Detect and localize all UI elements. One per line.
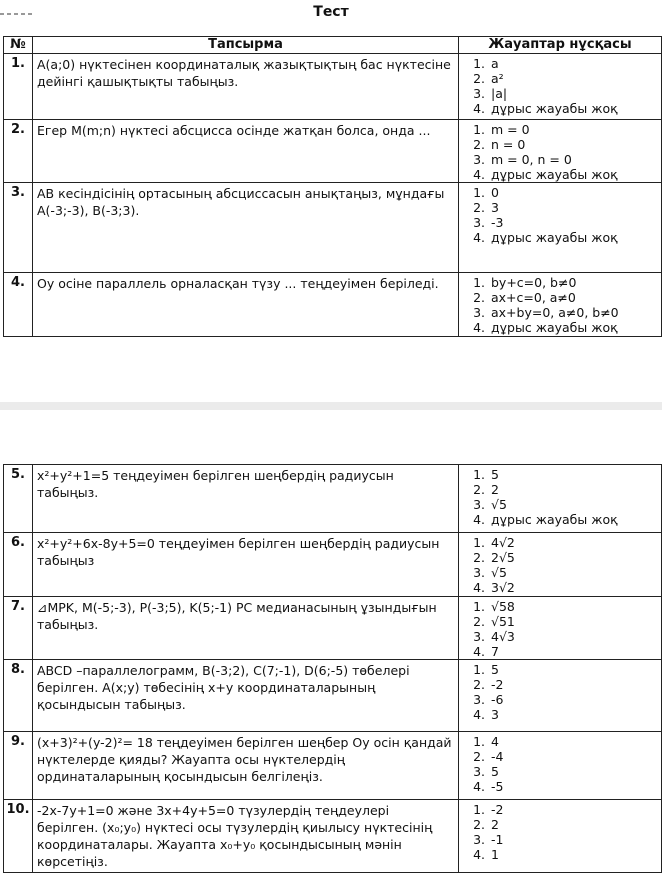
answer-option: 1. 5	[489, 467, 661, 482]
answer-options	[459, 273, 662, 337]
answer-option: 3. -3	[489, 215, 661, 230]
table-row	[4, 273, 662, 337]
answer-option: 4. дұрыс жауабы жоқ	[489, 230, 661, 245]
table-row	[4, 120, 662, 183]
answer-option: 4. дұрыс жауабы жоқ	[489, 320, 661, 335]
question-text: x²+y²+1=5 теңдеуімен берілген шеңбердің радиусын табыңыз.	[33, 465, 459, 533]
answer-option: 1. 0	[489, 185, 661, 200]
header-task: Тапсырма	[33, 37, 459, 54]
answer-list	[459, 467, 661, 527]
header-answers: Жауаптар нұсқасы	[459, 37, 662, 54]
answer-list	[459, 185, 661, 245]
answer-list	[459, 599, 661, 659]
page-title: Тест	[313, 4, 349, 20]
question-text: ⊿MPK, M(-5;-3), P(-3;5), K(5;-1) PC медианасының ұзындығын табыңыз.	[33, 597, 459, 660]
answer-option: 4. 3	[489, 707, 661, 722]
answer-option: 3. -1	[489, 832, 661, 847]
answer-option: 1. √58	[489, 599, 661, 614]
answer-option: 3. √5	[489, 565, 661, 580]
answer-option: 2. -4	[489, 749, 661, 764]
question-number: 4.	[4, 273, 33, 337]
answer-option: 1. by+c=0, b≠0	[489, 275, 661, 290]
answer-options	[459, 597, 662, 660]
question-text: A(a;0) нүктесінен координаталық жазықтықтың бас нүктесіне дейінгі қашықтықты табыңыз.	[33, 54, 459, 120]
answer-option: 4. дұрыс жауабы жоқ	[489, 101, 661, 116]
answer-options	[459, 120, 662, 183]
answer-option: 3. m = 0, n = 0	[489, 152, 661, 167]
answer-option: 2. -2	[489, 677, 661, 692]
table-row	[4, 597, 662, 660]
question-number: 10.	[4, 800, 33, 873]
question-number: 8.	[4, 660, 33, 732]
answer-option: 2. ax+c=0, a≠0	[489, 290, 661, 305]
answer-option: 4. 3√2	[489, 580, 661, 595]
question-number: 1.	[4, 54, 33, 120]
answer-option: 4. дұрыс жауабы жоқ	[489, 167, 661, 182]
question-number: 9.	[4, 732, 33, 800]
answer-option: 3. 4√3	[489, 629, 661, 644]
answer-option: 1. 4√2	[489, 535, 661, 550]
answer-option: 2. √51	[489, 614, 661, 629]
question-number: 2.	[4, 120, 33, 183]
answer-options	[459, 800, 662, 873]
question-text: -2x-7y+1=0 және 3x+4y+5=0 түзулердің теңдеулері берілген. (x₀;y₀) нүктесі осы түзулердің қиылысу нүктесінің координаталары. Жауапта x₀+y₀ қосындысының мәнін көрсетіңіз.	[33, 800, 459, 873]
answer-options	[459, 533, 662, 597]
answer-option: 2. 2√5	[489, 550, 661, 565]
test-table-top	[3, 36, 662, 337]
question-text: (x+3)²+(y-2)²= 18 теңдеуімен берілген шеңбер Oy осін қандай нүктелерде қияды? Жауапта осы нүктелердің ординаталарының қосындысын белгілеңіз.	[33, 732, 459, 800]
answer-options	[459, 732, 662, 800]
answer-option: 2. 2	[489, 817, 661, 832]
answer-option: 4. дұрыс жауабы жоқ	[489, 512, 661, 527]
question-text: ABCD –параллелограмм, B(-3;2), C(7;-1), D(6;-5) төбелері берілген. A(x;y) төбесінің x+y координаталарының қосындысын табыңыз.	[33, 660, 459, 732]
answer-option: 3. 5	[489, 764, 661, 779]
answer-option: 1. 5	[489, 662, 661, 677]
answer-option: 1. -2	[489, 802, 661, 817]
table-row	[4, 54, 662, 120]
answer-option: 3. |a|	[489, 86, 661, 101]
question-text: AB кесіндісінің ортасының абсциссасын анықтаңыз, мұндағы A(-3;-3), B(-3;3).	[33, 183, 459, 273]
table-row	[4, 183, 662, 273]
answer-option: 3. √5	[489, 497, 661, 512]
answer-option: 2. a²	[489, 71, 661, 86]
answer-option: 2. 2	[489, 482, 661, 497]
answer-options	[459, 465, 662, 533]
question-number: 7.	[4, 597, 33, 660]
answer-list	[459, 275, 661, 335]
answer-list	[459, 56, 661, 116]
question-number: 3.	[4, 183, 33, 273]
table-row	[4, 533, 662, 597]
table-row	[4, 732, 662, 800]
question-number: 6.	[4, 533, 33, 597]
answer-option: 1. 4	[489, 734, 661, 749]
answer-list	[459, 802, 661, 862]
answer-list	[459, 535, 661, 595]
header-num: №	[4, 37, 33, 54]
answer-option: 1. m = 0	[489, 122, 661, 137]
question-text: x²+y²+6x-8y+5=0 теңдеуімен берілген шеңбердің радиусын табыңыз	[33, 533, 459, 597]
table-row	[4, 660, 662, 732]
page-separator	[0, 402, 662, 410]
table-row	[4, 800, 662, 873]
answer-list	[459, 662, 661, 722]
answer-option: 4. -5	[489, 779, 661, 794]
answer-option: 3. -6	[489, 692, 661, 707]
answer-option: 1. a	[489, 56, 661, 71]
answer-option: 4. 1	[489, 847, 661, 862]
table-header-row	[4, 37, 662, 54]
answer-options	[459, 183, 662, 273]
answer-options	[459, 54, 662, 120]
answer-option: 4. 7	[489, 644, 661, 659]
answer-option: 3. ax+by=0, a≠0, b≠0	[489, 305, 661, 320]
answer-list	[459, 122, 661, 182]
answer-options	[459, 660, 662, 732]
question-text: Oy осіне параллель орналасқан түзу ... теңдеуімен беріледі.	[33, 273, 459, 337]
question-text: Егер M(m;n) нүктесі абсцисса осінде жатқан болса, онда ...	[33, 120, 459, 183]
cropped-top-text	[0, 0, 100, 3]
table-row	[4, 465, 662, 533]
answer-list	[459, 734, 661, 794]
question-number: 5.	[4, 465, 33, 533]
answer-option: 2. 3	[489, 200, 661, 215]
answer-option: 2. n = 0	[489, 137, 661, 152]
test-table-bottom	[3, 464, 662, 873]
